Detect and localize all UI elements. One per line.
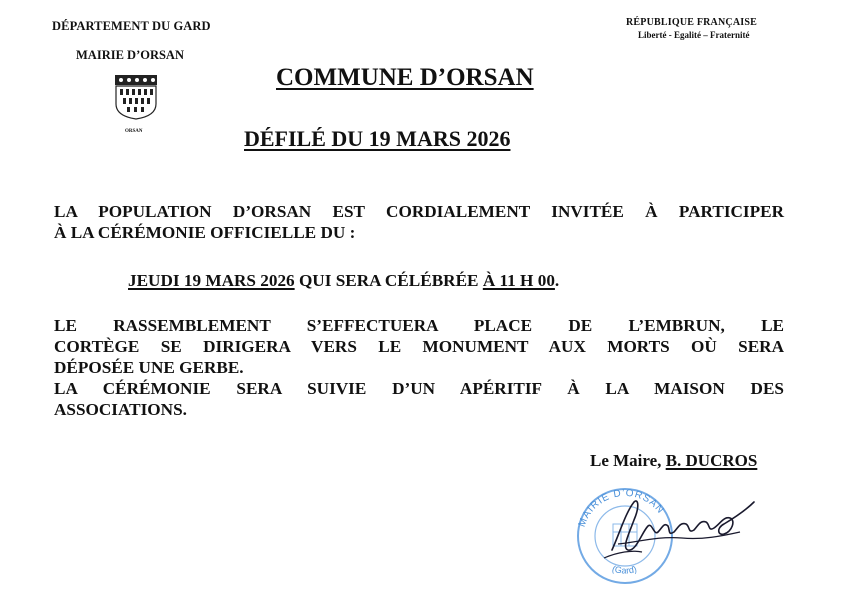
ceremony-time: À 11 H 00 [482, 271, 555, 290]
department-label: DÉPARTEMENT DU GARD [52, 19, 211, 33]
page-title: COMMUNE D’ORSAN [276, 64, 534, 91]
details-paragraph [54, 315, 784, 420]
date-line-end: . [554, 271, 560, 290]
date-line [128, 270, 559, 291]
details-line-5: ASSOCIATIONS. [54, 400, 187, 419]
mayor-role: Le Maire, [590, 451, 666, 470]
republic-motto: Liberté - Egalité – Fraternité [638, 30, 750, 40]
details-line-3: DÉPOSÉE UNE GERBE. [54, 358, 244, 377]
stamp-top-text: MAIRIE D’ORSAN [576, 487, 667, 529]
date-line-middle: QUI SERA CÉLÉBRÉE [294, 271, 483, 290]
svg-text:(Gard) [611, 563, 638, 575]
invitation-paragraph [54, 201, 784, 243]
invitation-line-1: LA POPULATION D’ORSAN EST CORDIALEMENT INVITÉE À PARTICIPER [54, 202, 784, 221]
mayor-name: B. DUCROS [665, 451, 758, 470]
ceremony-date: JEUDI 19 MARS 2026 [128, 271, 295, 290]
crest-caption: ORSAN [125, 129, 143, 134]
signature-line [590, 451, 757, 471]
handwritten-signature-icon [598, 492, 758, 564]
mairie-label: MAIRIE D’ORSAN [76, 48, 184, 62]
details-line-1: LE RASSEMBLEMENT S’EFFECTUERA PLACE DE L’EMBRUN, LE [54, 316, 784, 335]
details-line-2: CORTÈGE SE DIRIGERA VERS LE MONUMENT AUX MORTS OÙ SERA [54, 337, 784, 356]
details-line-4: LA CÉRÉMONIE SERA SUIVIE D’UN APÉRITIF À LA MAISON DES [54, 379, 784, 398]
coat-of-arms-icon [114, 74, 158, 120]
page-subtitle: DÉFILÉ DU 19 MARS 2026 [244, 126, 511, 151]
invitation-line-2: À LA CÉRÉMONIE OFFICIELLE DU : [54, 223, 356, 242]
stamp-bottom-text: (Gard) [610, 563, 638, 576]
republic-label: RÉPUBLIQUE FRANÇAISE [626, 17, 757, 28]
